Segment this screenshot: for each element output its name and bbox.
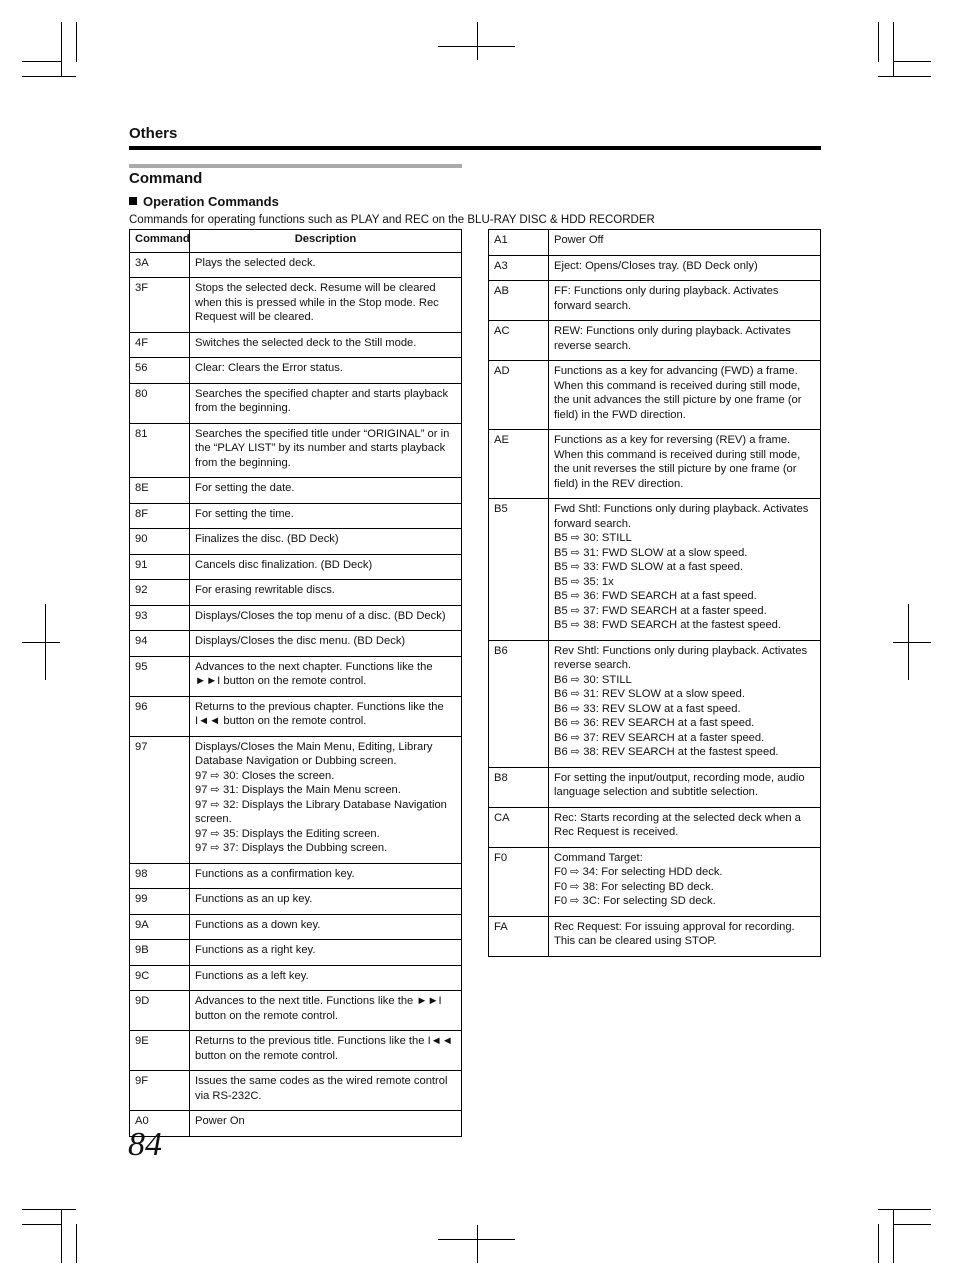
table-row bbox=[130, 940, 462, 966]
command-description: Issues the same codes as the wired remote control via RS-232C. bbox=[190, 1071, 462, 1111]
column-header-command: Command bbox=[130, 230, 190, 253]
command-code: 81 bbox=[130, 423, 190, 478]
table-row bbox=[130, 358, 462, 384]
command-description: Functions as a key for advancing (FWD) a frame. When this command is received during still mode, the unit advances the still picture by one frame (or field) in the FWD direction. bbox=[549, 361, 821, 430]
crop-mark bbox=[878, 1224, 879, 1263]
table-row bbox=[130, 478, 462, 504]
command-description: For setting the time. bbox=[190, 503, 462, 529]
command-description: Displays/Closes the top menu of a disc. (BD Deck) bbox=[190, 605, 462, 631]
crop-mark bbox=[22, 1209, 76, 1210]
command-description: Functions as a left key. bbox=[190, 965, 462, 991]
table-row bbox=[489, 230, 821, 256]
table-row bbox=[130, 1031, 462, 1071]
command-code: A0 bbox=[130, 1111, 190, 1137]
crop-mark bbox=[76, 22, 77, 62]
page-number: 84 bbox=[128, 1126, 162, 1163]
table-row bbox=[130, 423, 462, 478]
command-description: Command Target: F0 ⇨ 34: For selecting HDD deck. F0 ⇨ 38: For selecting BD deck. F0 ⇨ 3C: For selecting SD deck. bbox=[549, 847, 821, 916]
command-code: 8E bbox=[130, 478, 190, 504]
crop-mark bbox=[22, 76, 76, 77]
command-code: AD bbox=[489, 361, 549, 430]
table-row bbox=[130, 580, 462, 606]
crop-mark bbox=[893, 1209, 894, 1263]
command-description: Returns to the previous title. Functions like the I◄◄ button on the remote control. bbox=[190, 1031, 462, 1071]
table-row bbox=[130, 383, 462, 423]
registration-mark bbox=[893, 642, 931, 643]
command-description: Searches the specified title under “ORIGINAL” or in the “PLAY LIST” by its number and starts playback from the beginning. bbox=[190, 423, 462, 478]
table-row bbox=[130, 991, 462, 1031]
table-row bbox=[489, 847, 821, 916]
table-row bbox=[489, 767, 821, 807]
command-code: 90 bbox=[130, 529, 190, 555]
table-row bbox=[489, 499, 821, 641]
subsection-title: Operation Commands bbox=[143, 194, 279, 209]
table-row bbox=[489, 321, 821, 361]
command-description: Stops the selected deck. Resume will be cleared when this is pressed while in the Stop mode. Rec Request will be cleared. bbox=[190, 278, 462, 333]
command-description: For setting the input/output, recording mode, audio language selection and subtitle selection. bbox=[549, 767, 821, 807]
title-rule bbox=[129, 164, 462, 168]
table-row bbox=[130, 332, 462, 358]
intro-text: Commands for operating functions such as PLAY and REC on the BLU-RAY DISC & HDD RECORDER bbox=[129, 214, 655, 226]
page-title: Command bbox=[129, 170, 203, 187]
command-code: B8 bbox=[489, 767, 549, 807]
table-row bbox=[130, 278, 462, 333]
table-row bbox=[130, 736, 462, 863]
command-description: Searches the specified chapter and starts playback from the beginning. bbox=[190, 383, 462, 423]
commands-table-right bbox=[488, 229, 821, 957]
table-row bbox=[130, 631, 462, 657]
subsection-heading bbox=[129, 194, 279, 209]
crop-mark bbox=[76, 1224, 77, 1263]
command-description: Finalizes the disc. (BD Deck) bbox=[190, 529, 462, 555]
command-description: Fwd Shtl: Functions only during playback. Activates forward search. B5 ⇨ 30: STILL B5 ⇨ 31: FWD SLOW at a slow speed. B5 ⇨ 33: FWD SLOW at a fast speed. B5 ⇨ 35: 1x B5 ⇨ 36: FWD SEARCH at a fast speed. B5 ⇨ 37: FWD SEARCH at a faster speed. B5 ⇨ 38: FWD SEARCH at the fastest speed. bbox=[549, 499, 821, 641]
table-row bbox=[489, 281, 821, 321]
command-code: 9F bbox=[130, 1071, 190, 1111]
table-row bbox=[130, 1111, 462, 1137]
command-code: 9A bbox=[130, 914, 190, 940]
commands-table-left bbox=[129, 229, 462, 1137]
command-code: B5 bbox=[489, 499, 549, 641]
command-description: Returns to the previous chapter. Functions like the I◄◄ button on the remote control. bbox=[190, 696, 462, 736]
column-header-description: Description bbox=[190, 230, 462, 253]
command-code: F0 bbox=[489, 847, 549, 916]
command-description: Switches the selected deck to the Still mode. bbox=[190, 332, 462, 358]
crop-mark bbox=[61, 22, 62, 76]
command-code: 99 bbox=[130, 889, 190, 915]
command-code: A3 bbox=[489, 255, 549, 281]
table-row bbox=[130, 554, 462, 580]
command-description: Eject: Opens/Closes tray. (BD Deck only) bbox=[549, 255, 821, 281]
registration-mark bbox=[477, 1225, 478, 1263]
table-row bbox=[130, 914, 462, 940]
command-code: 4F bbox=[130, 332, 190, 358]
command-description: For setting the date. bbox=[190, 478, 462, 504]
command-code: 9B bbox=[130, 940, 190, 966]
command-code: 97 bbox=[130, 736, 190, 863]
command-description: Displays/Closes the disc menu. (BD Deck) bbox=[190, 631, 462, 657]
command-description: Advances to the next title. Functions like the ►►I button on the remote control. bbox=[190, 991, 462, 1031]
table-row bbox=[130, 1071, 462, 1111]
command-code: 91 bbox=[130, 554, 190, 580]
table-row bbox=[489, 640, 821, 767]
registration-mark bbox=[477, 22, 478, 60]
command-code: 96 bbox=[130, 696, 190, 736]
command-code: CA bbox=[489, 807, 549, 847]
crop-mark bbox=[878, 1209, 931, 1210]
crop-mark bbox=[61, 1209, 62, 1263]
command-description: Power On bbox=[190, 1111, 462, 1137]
command-description: Rec: Starts recording at the selected deck when a Rec Request is received. bbox=[549, 807, 821, 847]
command-description: Clear: Clears the Error status. bbox=[190, 358, 462, 384]
command-description: Functions as an up key. bbox=[190, 889, 462, 915]
command-description: Functions as a confirmation key. bbox=[190, 863, 462, 889]
command-code: 8F bbox=[130, 503, 190, 529]
table-row bbox=[130, 252, 462, 278]
table-row bbox=[489, 430, 821, 499]
table-row bbox=[130, 696, 462, 736]
table-row bbox=[130, 529, 462, 555]
command-description: Rec Request: For issuing approval for recording. This can be cleared using STOP. bbox=[549, 916, 821, 956]
command-description: Power Off bbox=[549, 230, 821, 256]
command-code: 80 bbox=[130, 383, 190, 423]
command-description: Cancels disc finalization. (BD Deck) bbox=[190, 554, 462, 580]
command-description: Functions as a right key. bbox=[190, 940, 462, 966]
command-code: 93 bbox=[130, 605, 190, 631]
section-heading: Others bbox=[129, 125, 178, 142]
crop-mark bbox=[22, 61, 62, 62]
command-description: For erasing rewritable discs. bbox=[190, 580, 462, 606]
command-code: FA bbox=[489, 916, 549, 956]
table-row bbox=[130, 503, 462, 529]
table-row bbox=[130, 889, 462, 915]
square-bullet-icon bbox=[129, 197, 137, 205]
crop-mark bbox=[22, 1224, 62, 1225]
table-row bbox=[489, 916, 821, 956]
command-description: FF: Functions only during playback. Activates forward search. bbox=[549, 281, 821, 321]
command-code: 9D bbox=[130, 991, 190, 1031]
command-code: 3F bbox=[130, 278, 190, 333]
command-description: Functions as a key for reversing (REV) a frame. When this command is received during still mode, the unit reverses the still picture by one frame (or field) in the REV direction. bbox=[549, 430, 821, 499]
command-description: Functions as a down key. bbox=[190, 914, 462, 940]
command-description: Advances to the next chapter. Functions like the ►►I button on the remote control. bbox=[190, 656, 462, 696]
table-row bbox=[489, 807, 821, 847]
command-code: 95 bbox=[130, 656, 190, 696]
crop-mark bbox=[878, 22, 879, 62]
command-description: REW: Functions only during playback. Activates reverse search. bbox=[549, 321, 821, 361]
table-row bbox=[130, 965, 462, 991]
command-code: 3A bbox=[130, 252, 190, 278]
command-description: Plays the selected deck. bbox=[190, 252, 462, 278]
table-row bbox=[130, 863, 462, 889]
command-code: AC bbox=[489, 321, 549, 361]
crop-mark bbox=[893, 22, 894, 76]
command-code: 94 bbox=[130, 631, 190, 657]
command-description: Displays/Closes the Main Menu, Editing, Library Database Navigation or Dubbing screen. 97 ⇨ 30: Closes the screen. 97 ⇨ 31: Displays the Main Menu screen. 97 ⇨ 32: Displays the Library Database Navigation screen. 97 ⇨ 35: Displays the Editing screen. 97 ⇨ 37: Displays the Dubbing screen. bbox=[190, 736, 462, 863]
table-row bbox=[130, 605, 462, 631]
command-code: 9E bbox=[130, 1031, 190, 1071]
command-code: 98 bbox=[130, 863, 190, 889]
command-code: 92 bbox=[130, 580, 190, 606]
table-row bbox=[489, 255, 821, 281]
command-description: Rev Shtl: Functions only during playback. Activates reverse search. B6 ⇨ 30: STILL B6 ⇨ 31: REV SLOW at a slow speed. B6 ⇨ 33: REV SLOW at a fast speed. B6 ⇨ 36: REV SEARCH at a fast speed. B6 ⇨ 37: REV SEARCH at a faster speed. B6 ⇨ 38: REV SEARCH at the fastest speed. bbox=[549, 640, 821, 767]
command-code: 9C bbox=[130, 965, 190, 991]
table-row bbox=[489, 361, 821, 430]
table-row bbox=[130, 656, 462, 696]
command-code: AE bbox=[489, 430, 549, 499]
command-code: B6 bbox=[489, 640, 549, 767]
section-rule bbox=[129, 146, 821, 150]
crop-mark bbox=[878, 76, 931, 77]
registration-mark bbox=[22, 642, 60, 643]
command-code: AB bbox=[489, 281, 549, 321]
table-header-row bbox=[130, 230, 462, 253]
crop-mark bbox=[893, 61, 931, 62]
crop-mark bbox=[893, 1224, 931, 1225]
command-code: A1 bbox=[489, 230, 549, 256]
command-code: 56 bbox=[130, 358, 190, 384]
